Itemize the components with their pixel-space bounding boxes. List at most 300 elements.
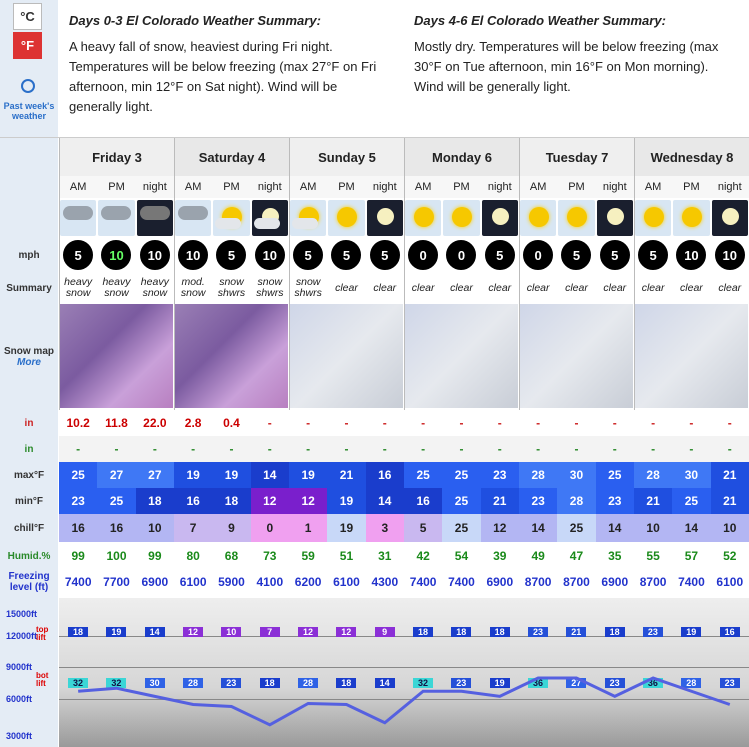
snow-cell: - (557, 410, 595, 436)
wind-label: mph (18, 249, 40, 261)
summary-text: A heavy fall of snow, heaviest during Fri night. Temperatures will be below freezing (max 27°F on Fri afternoon, min 12°F on Sat night). Wind will be generally light. (69, 39, 377, 114)
min-cell: 16 (404, 488, 442, 514)
day-header: Monday 6 (404, 138, 519, 176)
top-lift-temp: 19 (681, 627, 701, 637)
summary-cell: clear (718, 281, 742, 294)
bot-lift-label: bot lift (36, 671, 49, 688)
bot-lift-temp: 32 (413, 678, 433, 688)
freezing-cell: 8700 (519, 566, 557, 598)
top-lift-temp: 18 (451, 627, 471, 637)
humid-cell: 54 (442, 542, 480, 570)
freezing-cell: 6100 (711, 566, 749, 598)
wind-arrow-icon: 5 (485, 240, 515, 270)
sun-icon (452, 207, 472, 227)
chill-label: chill°F (13, 522, 45, 534)
past-weather-link[interactable]: Past week's weather (3, 101, 55, 121)
freezing-cell: 7400 (59, 566, 97, 598)
min-cell: 14 (366, 488, 404, 514)
weather-sun-icon (558, 200, 594, 236)
wind-cell (136, 238, 174, 272)
freezing-cell: 7700 (97, 566, 135, 598)
altitude-label: 6000ft (6, 694, 33, 704)
sun-icon (567, 207, 587, 227)
humid-cell: 73 (251, 542, 289, 570)
max-cell: 19 (289, 462, 327, 488)
chill-cell: 16 (59, 514, 97, 542)
wind-cell (174, 238, 212, 272)
snowmap-label: Snow map (3, 345, 54, 357)
min-cell: 12 (251, 488, 289, 514)
top-lift-label: top lift (36, 625, 49, 642)
sun-icon (337, 207, 357, 227)
weather-snow-night-icon (137, 200, 173, 236)
min-cell: 21 (711, 488, 749, 514)
max-cell: 23 (481, 462, 519, 488)
min-cell: 23 (59, 488, 97, 514)
altitude-label: 9000ft (6, 662, 33, 672)
wind-cell (634, 238, 672, 272)
snow-map[interactable] (175, 304, 288, 408)
period-label: PM (672, 176, 710, 198)
snow-cell: - (289, 410, 327, 436)
humid-cell: 59 (289, 542, 327, 570)
weather-sun-icon (520, 200, 556, 236)
min-cell: 18 (212, 488, 250, 514)
summary-cell: heavy snow (102, 276, 131, 299)
chill-cell: 19 (327, 514, 365, 542)
period-label: AM (59, 176, 97, 198)
summary-cell: clear (335, 281, 358, 294)
humid-cell: 51 (327, 542, 365, 570)
rain-cell: - (596, 436, 634, 462)
bot-lift-temp: 18 (336, 678, 356, 688)
weather-sun-icon (405, 200, 441, 236)
period-label: AM (634, 176, 672, 198)
freezing-chart (59, 598, 749, 747)
chill-cell: 7 (174, 514, 212, 542)
snow-cell: - (634, 410, 672, 436)
rain-cell: - (519, 436, 557, 462)
humid-cell: 68 (212, 542, 250, 570)
period-label: PM (557, 176, 595, 198)
max-cell: 25 (596, 462, 634, 488)
weather-moon-icon (597, 200, 633, 236)
max-cell: 25 (442, 462, 480, 488)
chill-cell: 3 (366, 514, 404, 542)
chill-cell: 16 (97, 514, 135, 542)
summary-title: Days 4-6 El Colorado Weather Summary: (414, 13, 666, 28)
weather-snow-heavy-icon (60, 200, 96, 236)
top-lift-temp: 19 (106, 627, 126, 637)
rain-cell: - (136, 436, 174, 462)
chill-cell: 14 (672, 514, 710, 542)
snow-map[interactable] (635, 304, 748, 408)
wind-cell (212, 238, 250, 272)
freezing-cell: 7400 (672, 566, 710, 598)
freezing-cell: 5900 (212, 566, 250, 598)
summary-cell: clear (450, 281, 473, 294)
snow-map[interactable] (290, 304, 403, 408)
wind-cell (251, 238, 289, 272)
wind-cell (366, 238, 404, 272)
top-lift-temp: 12 (298, 627, 318, 637)
min-cell: 23 (596, 488, 634, 514)
freezing-cell: 8700 (557, 566, 595, 598)
snow-cell: - (481, 410, 519, 436)
wind-arrow-icon: 5 (293, 240, 323, 270)
top-lift-temp: 10 (221, 627, 241, 637)
wind-arrow-icon: 5 (63, 240, 93, 270)
humid-cell: 35 (596, 542, 634, 570)
rain-cell: - (481, 436, 519, 462)
snow-cell: - (366, 410, 404, 436)
bot-lift-temp: 32 (106, 678, 126, 688)
weather-sun-cloud-icon (290, 200, 326, 236)
summary-title: Days 0-3 El Colorado Weather Summary: (69, 13, 321, 28)
period-label: night (711, 176, 749, 198)
top-lift-temp: 23 (528, 627, 548, 637)
summary-cell: clear (411, 281, 435, 294)
min-cell: 28 (557, 488, 595, 514)
humid-cell: 31 (366, 542, 404, 570)
summary-cell: heavy snow (140, 276, 169, 299)
min-cell: 12 (289, 488, 327, 514)
max-cell: 30 (672, 462, 710, 488)
rain-cell: - (366, 436, 404, 462)
min-cell: 21 (634, 488, 672, 514)
max-cell: 14 (251, 462, 289, 488)
summary-block-1 (414, 11, 736, 97)
top-lift-temp: 7 (260, 627, 280, 637)
fahrenheit-button[interactable]: °F (13, 32, 42, 59)
max-cell: 19 (212, 462, 250, 488)
top-lift-temp: 14 (145, 627, 165, 637)
top-lift-temp: 18 (68, 627, 88, 637)
snow-cell: 0.4 (212, 410, 250, 436)
chill-cell: 25 (557, 514, 595, 542)
sun-icon (682, 207, 702, 227)
summary-cell: snow shwrs (256, 276, 284, 299)
summary-cell: clear (565, 281, 588, 294)
snow-cell: 22.0 (136, 410, 174, 436)
grid-line (59, 667, 749, 668)
altitude-label: 3000ft (6, 731, 33, 741)
humid-cell: 99 (59, 542, 97, 570)
snow-cell: - (251, 410, 289, 436)
snow-cell: 10.2 (59, 410, 97, 436)
freezing-cell: 8700 (634, 566, 672, 598)
rain-label: in (24, 443, 34, 455)
chill-cell: 12 (481, 514, 519, 542)
max-cell: 27 (97, 462, 135, 488)
snow-cell: - (327, 410, 365, 436)
min-label: min°F (15, 495, 43, 507)
bot-lift-temp: 14 (375, 678, 395, 688)
sun-icon (529, 207, 549, 227)
humid-cell: 42 (404, 542, 442, 570)
wind-cell (97, 238, 135, 272)
snow-cell: 11.8 (97, 410, 135, 436)
min-cell: 21 (481, 488, 519, 514)
wind-cell (672, 238, 710, 272)
period-label: night (136, 176, 174, 198)
period-label: night (366, 176, 404, 198)
top-lift-temp: 12 (183, 627, 203, 637)
freezing-cell: 4300 (366, 566, 404, 598)
bot-lift-temp: 23 (720, 678, 740, 688)
humid-cell: 99 (136, 542, 174, 570)
top-lift-temp: 16 (720, 627, 740, 637)
rain-cell: - (327, 436, 365, 462)
summary-cell: clear (641, 281, 665, 294)
humid-cell: 52 (711, 542, 749, 570)
wind-arrow-icon: 10 (140, 240, 170, 270)
humid-cell: 57 (672, 542, 710, 570)
weather-snow-heavy-icon (175, 200, 211, 236)
chill-cell: 9 (212, 514, 250, 542)
min-cell: 19 (327, 488, 365, 514)
cloud-icon (292, 218, 318, 229)
max-cell: 21 (327, 462, 365, 488)
wind-cell (327, 238, 365, 272)
wind-arrow-icon: 0 (523, 240, 553, 270)
freezing-cell: 6900 (481, 566, 519, 598)
summary-cell: mod. snow (180, 276, 206, 299)
wind-arrow-icon: 0 (408, 240, 438, 270)
wind-arrow-icon: 5 (638, 240, 668, 270)
weather-sun-icon (635, 200, 671, 236)
max-cell: 19 (174, 462, 212, 488)
summary-cell: clear (680, 281, 703, 294)
max-label: max°F (13, 469, 45, 481)
chill-cell: 14 (519, 514, 557, 542)
moon-icon (377, 208, 394, 225)
max-cell: 28 (519, 462, 557, 488)
min-cell: 25 (672, 488, 710, 514)
wind-arrow-icon: 5 (331, 240, 361, 270)
period-label: AM (289, 176, 327, 198)
weather-sun-icon (443, 200, 479, 236)
cloud-icon (215, 218, 241, 229)
wind-cell (711, 238, 749, 272)
day-header: Wednesday 8 (634, 138, 749, 176)
rain-cell: - (634, 436, 672, 462)
humid-cell: 39 (481, 542, 519, 570)
freezing-label: Freezing level (ft) (8, 571, 50, 593)
max-cell: 27 (136, 462, 174, 488)
period-label: AM (174, 176, 212, 198)
day-header: Tuesday 7 (519, 138, 634, 176)
rain-cell: - (404, 436, 442, 462)
summary-cell: clear (603, 281, 627, 294)
freezing-cell: 4100 (251, 566, 289, 598)
wind-arrow-icon: 10 (178, 240, 208, 270)
period-label: AM (519, 176, 557, 198)
freezing-cell: 6200 (289, 566, 327, 598)
clock-icon[interactable] (21, 79, 35, 93)
snow-cell: - (672, 410, 710, 436)
wind-cell (519, 238, 557, 272)
top-lift-temp: 18 (413, 627, 433, 637)
chill-cell: 1 (289, 514, 327, 542)
bot-lift-temp: 19 (490, 678, 510, 688)
wind-cell (289, 238, 327, 272)
chill-cell: 5 (404, 514, 442, 542)
rain-cell: - (59, 436, 97, 462)
max-cell: 25 (59, 462, 97, 488)
wind-cell (442, 238, 480, 272)
snow-cell: - (596, 410, 634, 436)
bot-lift-temp: 27 (566, 678, 586, 688)
summary-cell: heavy snow (64, 276, 93, 299)
humid-label: Humid.% (7, 550, 51, 562)
wind-arrow-icon: 10 (715, 240, 745, 270)
grid-line (59, 699, 749, 700)
min-cell: 25 (97, 488, 135, 514)
min-cell: 25 (442, 488, 480, 514)
altitude-label: 12000ft (6, 631, 38, 641)
bot-lift-temp: 36 (643, 678, 663, 688)
period-label: night (481, 176, 519, 198)
sun-icon (414, 207, 434, 227)
wind-arrow-icon: 5 (600, 240, 630, 270)
bot-lift-temp: 23 (221, 678, 241, 688)
chill-cell: 14 (596, 514, 634, 542)
moon-icon (722, 208, 739, 225)
moon-icon (492, 208, 509, 225)
wind-arrow-icon: 5 (216, 240, 246, 270)
wind-arrow-icon: 0 (446, 240, 476, 270)
freezing-cell: 7400 (404, 566, 442, 598)
bot-lift-temp: 30 (145, 678, 165, 688)
summary-cell: clear (488, 281, 512, 294)
humid-cell: 47 (557, 542, 595, 570)
top-lift-temp: 21 (566, 627, 586, 637)
summary-cell: clear (526, 281, 550, 294)
rain-cell: - (711, 436, 749, 462)
freezing-cell: 6900 (136, 566, 174, 598)
cloud-icon (101, 206, 131, 220)
max-cell: 28 (634, 462, 672, 488)
summary-label: Summary (6, 282, 52, 294)
rain-cell: - (97, 436, 135, 462)
bot-lift-temp: 28 (298, 678, 318, 688)
summary-cell: snow shwrs (217, 276, 246, 299)
top-lift-temp: 12 (336, 627, 356, 637)
chill-cell: 10 (711, 514, 749, 542)
max-cell: 30 (557, 462, 595, 488)
day-header: Friday 3 (59, 138, 174, 176)
weather-sun-icon (673, 200, 709, 236)
humid-cell: 49 (519, 542, 557, 570)
sun-icon (644, 207, 664, 227)
snow-cell: - (404, 410, 442, 436)
freezing-cell: 6100 (327, 566, 365, 598)
max-cell: 25 (404, 462, 442, 488)
weather-moon-icon (482, 200, 518, 236)
wind-cell (59, 238, 97, 272)
day-header: Saturday 4 (174, 138, 289, 176)
cloud-icon (140, 206, 170, 220)
freezing-cell: 6900 (596, 566, 634, 598)
chill-cell: 10 (634, 514, 672, 542)
max-cell: 16 (366, 462, 404, 488)
rain-cell: - (442, 436, 480, 462)
wind-arrow-icon: 10 (255, 240, 285, 270)
bot-lift-temp: 32 (68, 678, 88, 688)
weather-sun-cloud-icon (213, 200, 249, 236)
min-cell: 23 (519, 488, 557, 514)
summary-cell: snow shwrs (294, 276, 322, 299)
freezing-cell: 6100 (174, 566, 212, 598)
weather-moon-icon (367, 200, 403, 236)
chill-cell: 25 (442, 514, 480, 542)
rain-cell: - (251, 436, 289, 462)
max-cell: 21 (711, 462, 749, 488)
snow-label: in (24, 417, 34, 429)
rain-cell: - (212, 436, 250, 462)
day-header: Sunday 5 (289, 138, 404, 176)
weather-moon-icon (712, 200, 748, 236)
celsius-button[interactable]: °C (13, 3, 42, 30)
wind-arrow-icon: 10 (101, 240, 131, 270)
chill-cell: 0 (251, 514, 289, 542)
wind-cell (481, 238, 519, 272)
snow-map[interactable] (520, 304, 633, 408)
summary-block-0 (69, 11, 391, 117)
rain-cell: - (174, 436, 212, 462)
period-label: PM (442, 176, 480, 198)
wind-arrow-icon: 5 (561, 240, 591, 270)
humid-cell: 100 (97, 542, 135, 570)
min-cell: 16 (174, 488, 212, 514)
snow-map[interactable] (405, 304, 518, 408)
rain-cell: - (557, 436, 595, 462)
period-label: AM (404, 176, 442, 198)
bot-lift-temp: 28 (183, 678, 203, 688)
humid-cell: 55 (634, 542, 672, 570)
period-label: PM (212, 176, 250, 198)
cloud-icon (63, 206, 93, 220)
summary-text: Mostly dry. Temperatures will be below freezing (max 30°F on Tue afternoon, min 16°F on Mon morning). Wind will be generally light. (414, 39, 719, 94)
rain-cell: - (289, 436, 327, 462)
humid-cell: 80 (174, 542, 212, 570)
wind-arrow-icon: 5 (370, 240, 400, 270)
bot-lift-temp: 28 (681, 678, 701, 688)
snowmap-more-link[interactable]: More (17, 356, 41, 368)
wind-cell (557, 238, 595, 272)
moon-icon (607, 208, 624, 225)
bot-lift-temp: 23 (605, 678, 625, 688)
cloud-icon (178, 206, 208, 220)
wind-cell (404, 238, 442, 272)
top-lift-temp: 18 (605, 627, 625, 637)
period-label: night (596, 176, 634, 198)
summary-cell: clear (373, 281, 397, 294)
period-label: PM (97, 176, 135, 198)
snow-cell: - (711, 410, 749, 436)
bot-lift-temp: 18 (260, 678, 280, 688)
snow-map[interactable] (60, 304, 173, 408)
weather-sun-icon (328, 200, 364, 236)
top-lift-temp: 18 (490, 627, 510, 637)
wind-cell (596, 238, 634, 272)
min-cell: 18 (136, 488, 174, 514)
wind-arrow-icon: 10 (676, 240, 706, 270)
rain-cell: - (672, 436, 710, 462)
cloud-icon (254, 218, 280, 229)
period-label: PM (327, 176, 365, 198)
